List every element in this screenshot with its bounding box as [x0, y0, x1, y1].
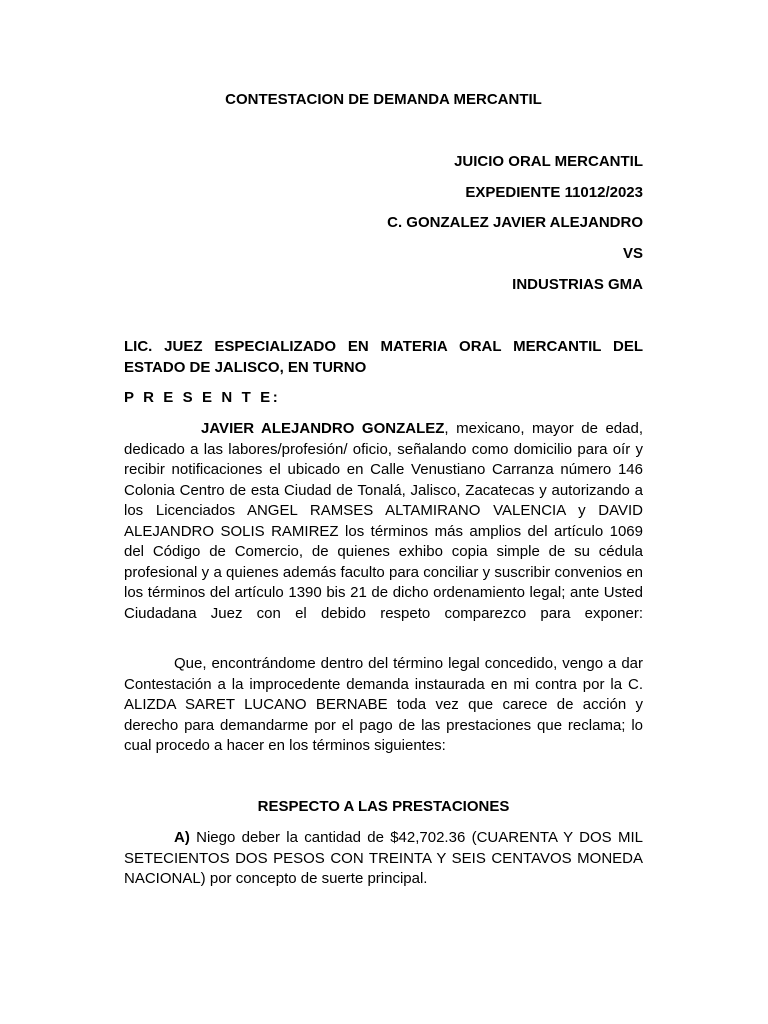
intro-paragraph [124, 419, 643, 624]
intro-body: , mexicano, mayor de edad, dedicado a las labores/profesión/ oficio, señalando como domicilio para oír y recibir notificaciones el ubicado en Calle Venustiano Carranza número 146 Colonia Centro de esta Ciudad de Tonalá, Jalisco, Zacatecas y autorizando a los Licenciados ANGEL RAMSES ALTAMIRANO VALENCIA y DAVID ALEJANDRO SOLIS RAMIREZ los términos más amplios del artículo 1069 del Código de Comercio, de quienes exhibo copia simple de su cédula profesional y a quienes además faculto para conciliar y suscribir convenios en los términos del artículo 1390 bis 21 de dicho ordenamiento legal; ante Usted Ciudadana Juez con el debido respeto comparezco para exponer: [124, 420, 643, 622]
item-a-label: A) [174, 829, 190, 846]
document-title: CONTESTACION DE DEMANDA MERCANTIL [225, 91, 542, 108]
case-type: JUICIO ORAL MERCANTIL [454, 153, 643, 170]
item-a-body: Niego deber la cantidad de $42,702.36 (CUARENTA Y DOS MIL SETECIENTOS DOS PESOS CON TREINTA Y SEIS CENTAVOS MONEDA NACIONAL) por concepto de suerte principal. [124, 829, 643, 887]
response-paragraph: Que, encontrándome dentro del término legal concedido, vengo a dar Contestación a la improcedente demanda instaurada en mi contra por la C. ALIZDA SARET LUCANO BERNABE toda vez que carece de acción y derecho para demandarme por el pago de las prestaciones que reclama; lo cual procedo a hacer en los términos siguientes: [124, 655, 643, 754]
versus-label: VS [622, 245, 643, 262]
presente-label: P R E S E N T E: [124, 389, 281, 406]
plaintiff-name: C. GONZALEZ JAVIER ALEJANDRO [387, 214, 643, 231]
appearing-party-name: JAVIER ALEJANDRO GONZALEZ [201, 420, 445, 437]
section-heading: RESPECTO A LAS PRESTACIONES [257, 798, 510, 815]
defendant-name: INDUSTRIAS GMA [512, 276, 643, 293]
case-file-number: EXPEDIENTE 11012/2023 [465, 184, 643, 201]
item-a-paragraph [124, 828, 643, 890]
addressee: LIC. JUEZ ESPECIALIZADO EN MATERIA ORAL MERCANTIL DEL ESTADO DE JALISCO, EN TURNO [124, 338, 643, 376]
